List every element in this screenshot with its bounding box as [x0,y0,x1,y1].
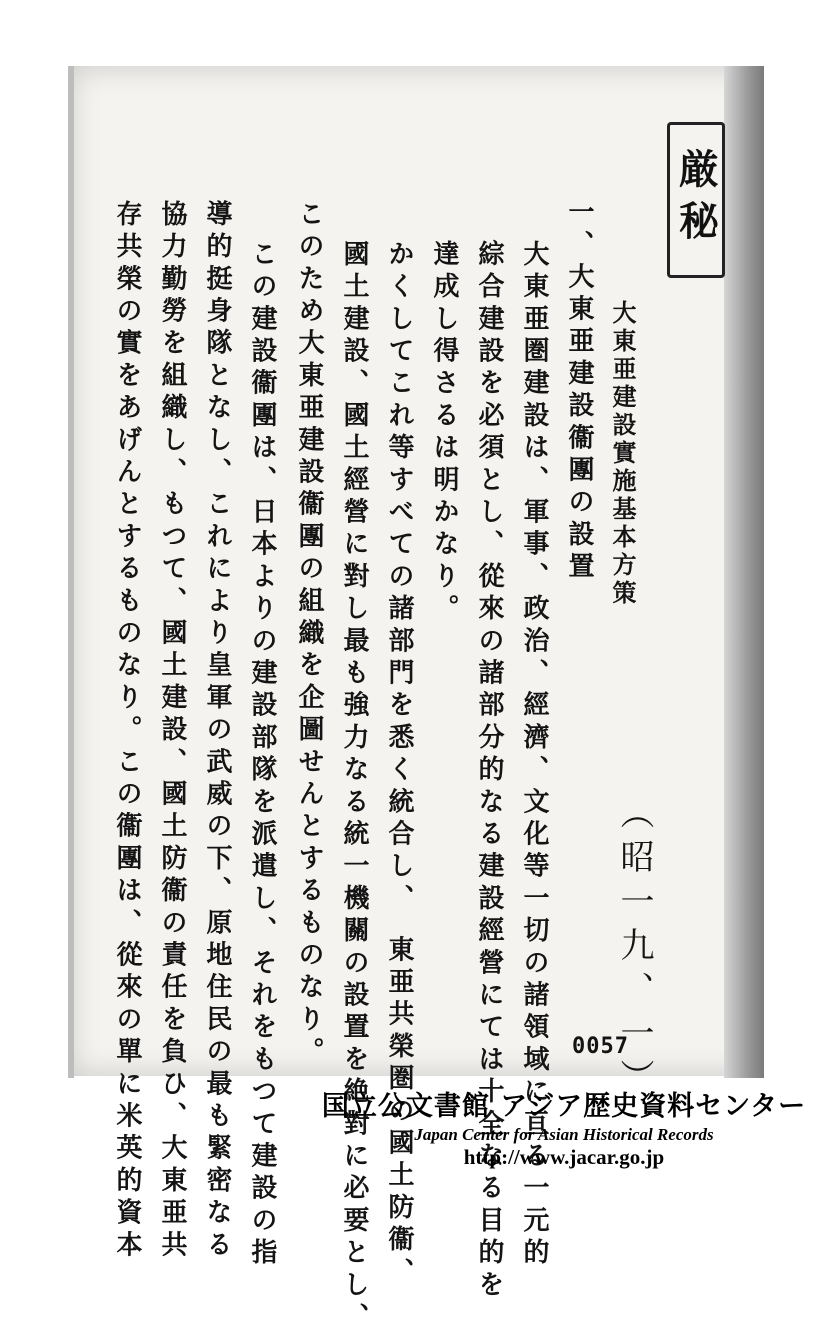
text-column-7: この建設衞團は、日本よりの建設部隊を派遣し、それをもつて建設の指 [247,240,277,1271]
archive-footer [300,1084,828,1170]
page-right-edge [724,66,764,1078]
document-title: 大東亜建設實施基本方策 [608,300,637,608]
text-column-4: かくしてこれ等すべての諸部門を悉く統合し、 東亜共榮圏の國土防衞、 [384,240,414,1290]
text-column-9: 協力勤勞を組織し、もつて、國土建設、國土防衞の責任を負ひ、大東亜共 [157,200,187,1263]
text-column-2: 綜合建設を必須とし、從來の諸部分的なる建設經營にては十全なる目的を [474,240,504,1303]
text-column-5: 國土建設、國土經營に對し最も強力なる統一機關の設置を絶對に必要とし、 [339,240,369,1335]
section-heading: 一、大東亜建設衞團の設置 [564,198,594,585]
page-left-edge [68,66,74,1078]
text-column-6: このため大東亜建設衞團の組織を企圖せんとするものなり。 [294,200,324,1070]
text-column-3: 達成し得さるは明かなり。 [429,240,459,627]
secret-stamp: 厳秘 [667,122,725,278]
footer-url: http://www.jacar.go.jp [463,1145,665,1169]
text-column-1: 大東亜圏建設は、軍事、政治、經濟、文化等一切の諸領域に亘る一元的 [519,240,549,1271]
text-column-8: 導的挺身隊となし、これにより皇軍の武威の下、原地住民の最も緊密なる [202,200,232,1263]
date-note: （昭一九、一） [614,795,654,1103]
footer-english: Japan Center for Asian Historical Records [414,1125,714,1144]
text-column-10: 存共榮の實をあげんとするものなり。この衞團は、從來の單に米英的資本 [112,200,142,1263]
page-number: 0057 [572,1034,629,1059]
footer-japanese: 国立公文書館 アジア歴史資料センター [321,1091,807,1122]
